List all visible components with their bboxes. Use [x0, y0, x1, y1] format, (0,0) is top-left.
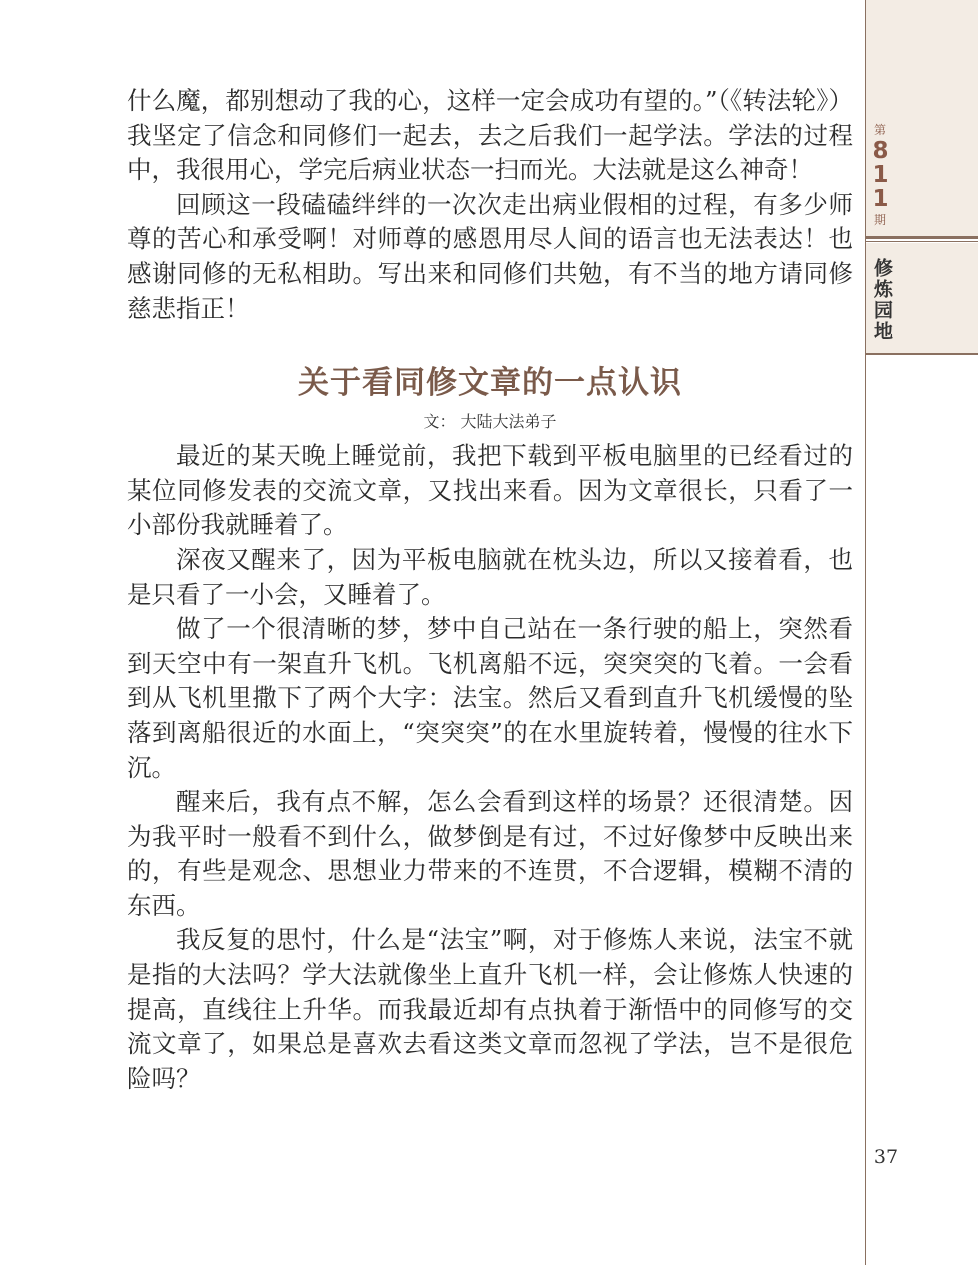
page-number: 37 [873, 1146, 899, 1168]
article-paragraph: 我反复的思忖，什么是“法宝”啊，对于修炼人来说，法宝不就是指的大法吗？学大法就像坐上直升飞机一样，会让修炼人快速的提高，直线往上升华。而我最近却有点执着于渐悟中的同修写的交流文章了，如果总是喜欢去看这类文章而忽视了学法，岂不是很危险吗？ [127, 925, 853, 1093]
issue-suffix: 期 [873, 213, 886, 227]
sidebar-divider [866, 236, 978, 239]
intro-paragraph-continued: 什么魔，都别想动了我的心，这样一定会成功有望的。”（《转法轮》）我坚定了信念和同修们一起去，去之后我们一起学法。学法的过程中，我很用心，学完后病业状态一扫而光。大法就是这么神奇！ [127, 86, 853, 185]
article-title: 关于看同修文章的一点认识 [298, 365, 682, 402]
article-paragraph: 最近的某天晚上睡觉前，我把下载到平板电脑里的已经看过的某位同修发表的交流文章，又找出来看。因为文章很长，只看了一小部份我就睡着了。 [127, 441, 853, 540]
article-paragraph: 做了一个很清晰的梦，梦中自己站在一条行驶的船上，突然看到天空中有一架直升飞机。飞机离船不远，突突突的飞着。一会看到从飞机里撒下了两个大字：法宝。然后又看到直升飞机缓慢的坠落到离船很近的水面上，“突突突”的在水里旋转着，慢慢的往水下沉。 [127, 614, 853, 782]
article-paragraph: 深夜又醒来了，因为平板电脑就在枕头边，所以又接着看，也是只看了一小会，又睡着了。 [127, 544, 853, 609]
issue-prefix: 第 [873, 123, 886, 137]
margin-rule [865, 0, 866, 1265]
sidebar-divider-thin [866, 241, 978, 242]
article-paragraph: 醒来后，我有点不解，怎么会看到这样的场景？还很清楚。因为我平时一般看不到什么，做梦倒是有过，不过好像梦中反映出来的，有些是观念、思想业力带来的不连贯，不合逻辑，模糊不清的东西。 [127, 787, 853, 920]
section-tab-bottom-divider [866, 353, 978, 355]
issue-number: 811 [867, 138, 894, 210]
section-label: 修炼园地 [871, 258, 893, 342]
issue-marker [866, 122, 894, 228]
page-body [127, 84, 853, 1096]
intro-paragraph: 回顾这一段磕磕绊绊的一次次走出病业假相的过程，有多少师尊的苦心和承受啊！对师尊的感恩用尽人间的语言也无法表达！也感谢同修的无私相助。写出来和同修们共勉，有不当的地方请同修慈悲指正！ [127, 189, 853, 323]
article-byline: 文： 大陆大法弟子 [423, 412, 557, 432]
